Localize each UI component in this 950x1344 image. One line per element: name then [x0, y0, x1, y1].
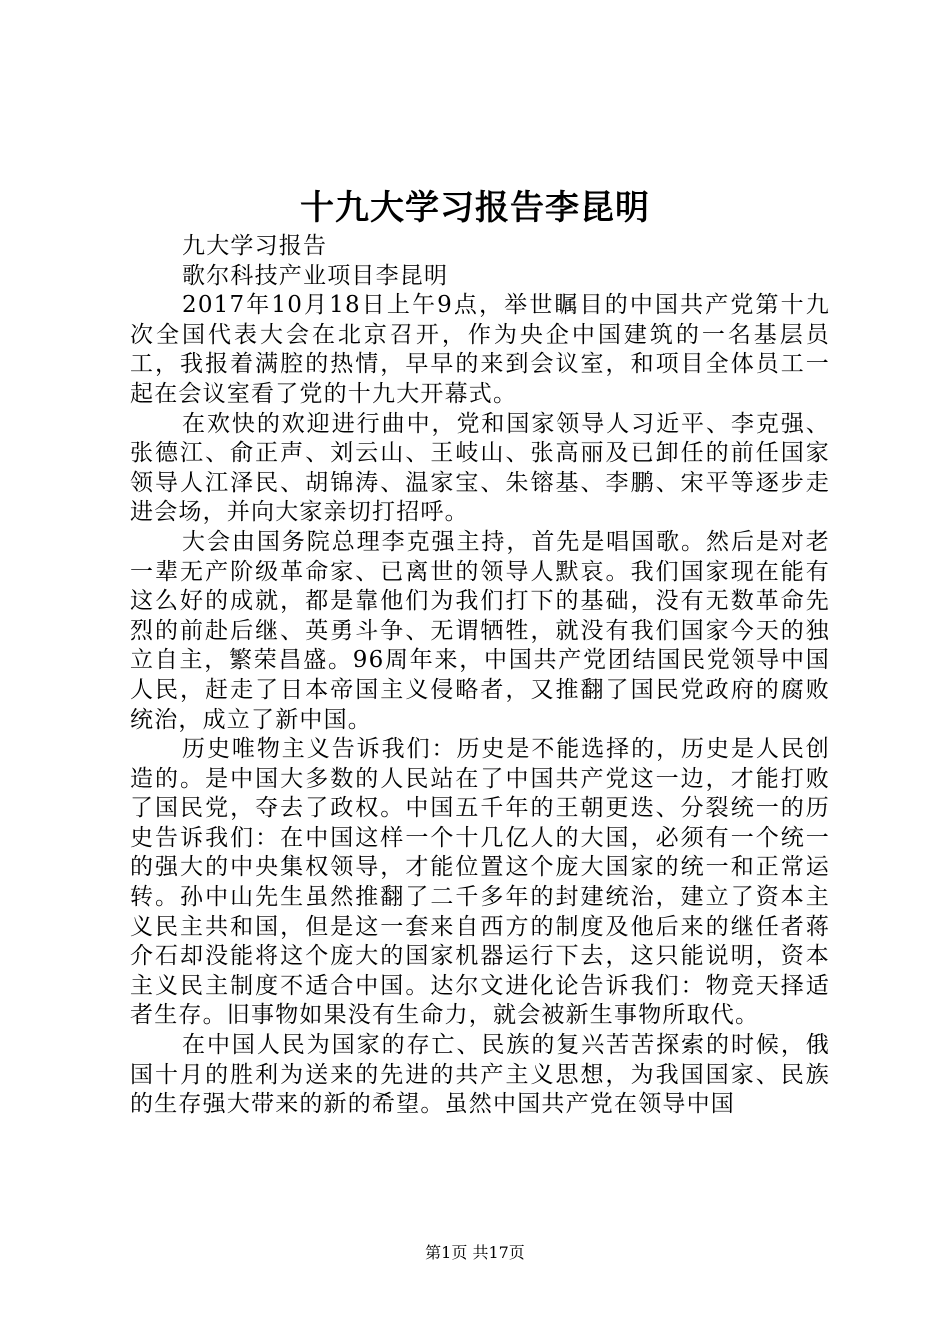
paragraph-subtitle: 九大学习报告 [182, 233, 328, 259]
paragraph: 在中国人民为国家的存亡、民族的复兴苦苦探索的时候，俄国十月的胜利为送来的先进的共产主义思想，为我国国家、民族的生存强大带来的新的希望。虽然中国共产党在领导中国 [130, 1032, 830, 1118]
page-number-footer: 第1页 共17页 [425, 1243, 525, 1262]
paragraph-author: 歌尔科技产业项目李昆明 [182, 262, 449, 289]
paragraph: 大会由国务院总理李克强主持，首先是唱国歌。然后是对老一辈无产阶级革命家、已离世的领导人默哀。我们国家现在能有这么好的成就，都是靠他们为我们打下的基础，没有无数革命先烈的前赴后继、英勇斗争、无谓牺牲，就没有我们国家今天的独立自主，繁荣昌盛。96周年来，中国共产党团结国民党领导中国人民，赶走了日本帝国主义侵略者，又推翻了国民党政府的腐败统治，成立了新中国。 [130, 528, 830, 733]
paragraph: 历史唯物主义告诉我们：历史是不能选择的，历史是人民创造的。是中国大多数的人民站在了中国共产党这一边，才能打败了国民党，夺去了政权。中国五千年的王朝更迭、分裂统一的历史告诉我们：在中国这样一个十几亿人的大国，必须有一个统一的强大的中央集权领导，才能位置这个庞大国家的统一和正常运转。孙中山先生虽然推翻了二千多年的封建统治，建立了资本主义民主共和国，但是这一套来自西方的制度及他后来的继任者蒋介石却没能将这个庞大的国家机器运行下去，这只能说明，资本主义民主制度不适合中国。达尔文进化论告诉我们：物竞天择适者生存。旧事物如果没有生命力，就会被新生事物所取代。 [130, 736, 830, 1029]
paragraph: 2017年10月18日上午9点，举世瞩目的中国共产党第十九次全国代表大会在北京召开，作为央企中国建筑的一名基层员工，我报着满腔的热情，早早的来到会议室，和项目全体员工一起在会议室看了党的十九大开幕式。 [130, 292, 830, 407]
document-body [130, 232, 830, 1120]
document-title: 十九大学习报告李昆明 [300, 188, 650, 228]
paragraph: 在欢快的欢迎进行曲中，党和国家领导人习近平、李克强、张德江、俞正声、刘云山、王岐山、张高丽及已卸任的前任国家领导人江泽民、胡锦涛、温家宝、朱镕基、李鹏、宋平等逐步走进会场，并向大家亲切打招呼。 [130, 410, 830, 526]
